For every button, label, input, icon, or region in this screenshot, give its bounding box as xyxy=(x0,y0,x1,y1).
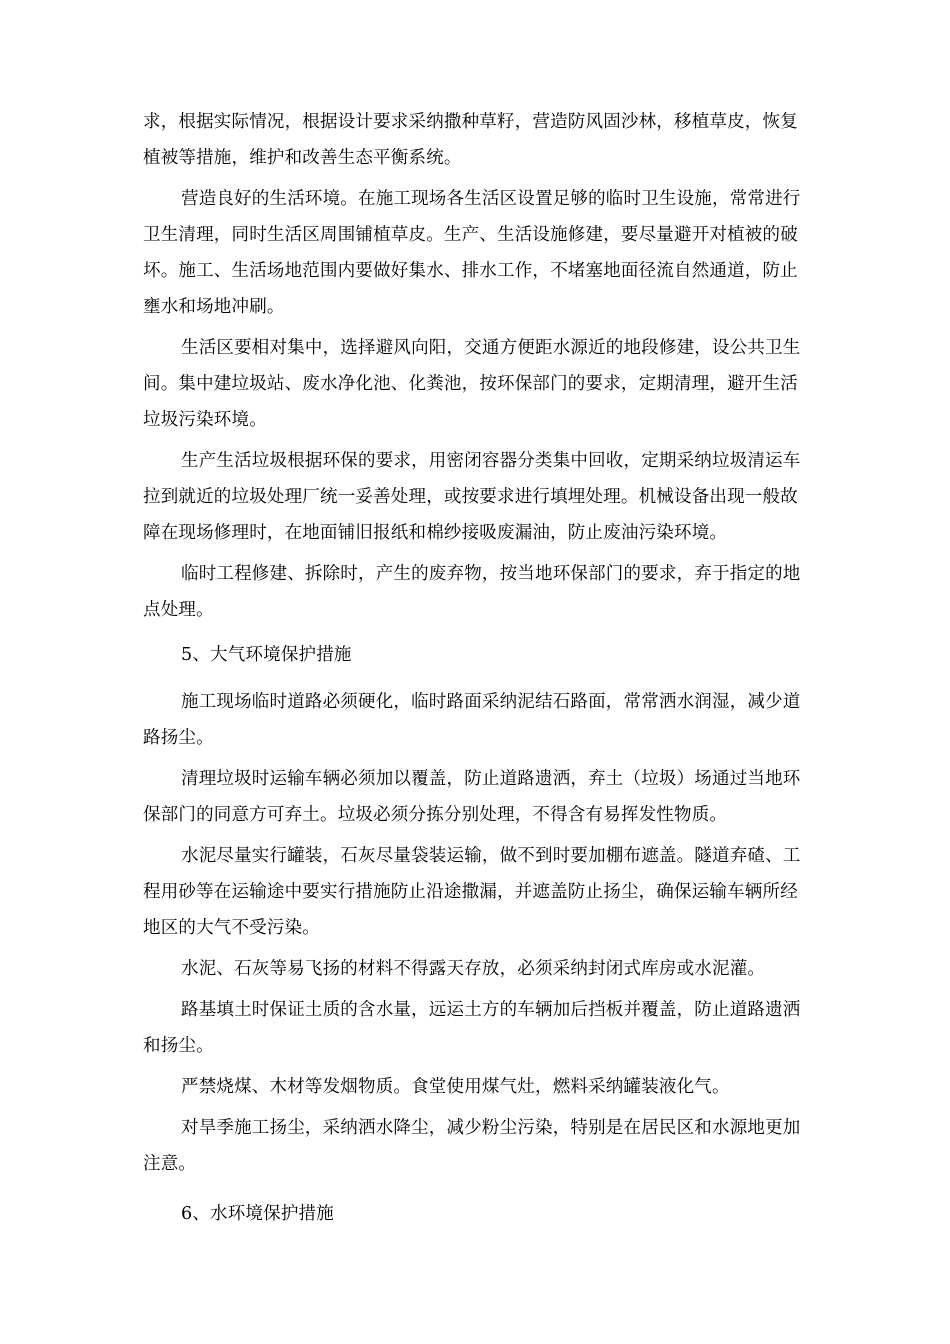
text-line: 求，根据实际情况，根据设计要求采纳撒种草籽，营造防风固沙林，移植草皮，恢复 xyxy=(143,112,798,132)
text-line: 卫生清理，同时生活区周围铺植草皮。生产、生活设施修建，要尽量避开对植被的破 xyxy=(143,225,798,245)
text-line: 拉到就近的垃圾处理厂统一妥善处理，或按要求进行填埋处理。机械设备出现一般故 xyxy=(143,487,798,507)
text-line: 营造良好的生活环境。在施工现场各生活区设置足够的临时卫生设施，常常进行 xyxy=(181,189,801,209)
text-line: 垃圾污染环境。 xyxy=(143,410,267,430)
text-line: 水泥尽量实行罐装，石灰尽量袋装运输，做不到时要加棚布遮盖。隧道弃碴、工 xyxy=(181,846,801,866)
text-line: 生产生活垃圾根据环保的要求，用密闭容器分类集中回收，定期采纳垃圾清运车 xyxy=(181,451,801,471)
text-line: 间。集中建垃圾站、废水净化池、化粪池，按环保部门的要求，定期清理，避开生活 xyxy=(143,374,798,394)
text-line: 临时工程修建、拆除时，产生的废弃物，按当地环保部门的要求，弃于指定的地 xyxy=(181,564,801,584)
text-line: 生活区要相对集中，选择避风向阳，交通方便距水源近的地段修建，设公共卫生 xyxy=(181,338,801,358)
section-heading: 6、水环境保护措施 xyxy=(181,1204,334,1224)
text-line: 路基填土时保证土质的含水量，远运土方的车辆加后挡板并覆盖，防止道路遗洒 xyxy=(181,1000,801,1020)
text-line: 坏。施工、生活场地范围内要做好集水、排水工作，不堵塞地面径流自然通道，防止 xyxy=(143,261,798,281)
text-line: 清理垃圾时运输车辆必须加以覆盖，防止道路遗洒，弃土（垃圾）场通过当地环 xyxy=(181,769,801,789)
section-heading: 5、大气环境保护措施 xyxy=(181,645,352,665)
text-line: 对旱季施工扬尘，采纳洒水降尘，减少粉尘污染，特别是在居民区和水源地更加 xyxy=(181,1118,801,1138)
text-line: 壅水和场地冲刷。 xyxy=(143,297,285,317)
text-line: 路扬尘。 xyxy=(143,728,214,748)
text-line: 严禁烧煤、木材等发烟物质。食堂使用煤气灶，燃料采纳罐装液化气。 xyxy=(181,1077,730,1097)
text-line: 保部门的同意方可弃土。垃圾必须分拣分别处理，不得含有易挥发性物质。 xyxy=(143,805,728,825)
text-line: 植被等措施，维护和改善生态平衡系统。 xyxy=(143,148,462,168)
text-line: 障在现场修理时，在地面铺旧报纸和棉纱接吸废漏油，防止废油污染环境。 xyxy=(143,523,728,543)
text-line: 注意。 xyxy=(143,1154,197,1174)
text-line: 程用砂等在运输途中要实行措施防止沿途撒漏，并遮盖防止扬尘，确保运输车辆所经 xyxy=(143,882,798,902)
text-line: 地区的大气不受污染。 xyxy=(143,918,320,938)
text-line: 施工现场临时道路必须硬化，临时路面采纳泥结石路面，常常洒水润湿，减少道 xyxy=(181,692,801,712)
text-line: 水泥、石灰等易飞扬的材料不得露天存放，必须采纳封闭式库房或水泥灌。 xyxy=(181,959,766,979)
text-line: 和扬尘。 xyxy=(143,1036,214,1056)
text-line: 点处理。 xyxy=(143,600,214,620)
